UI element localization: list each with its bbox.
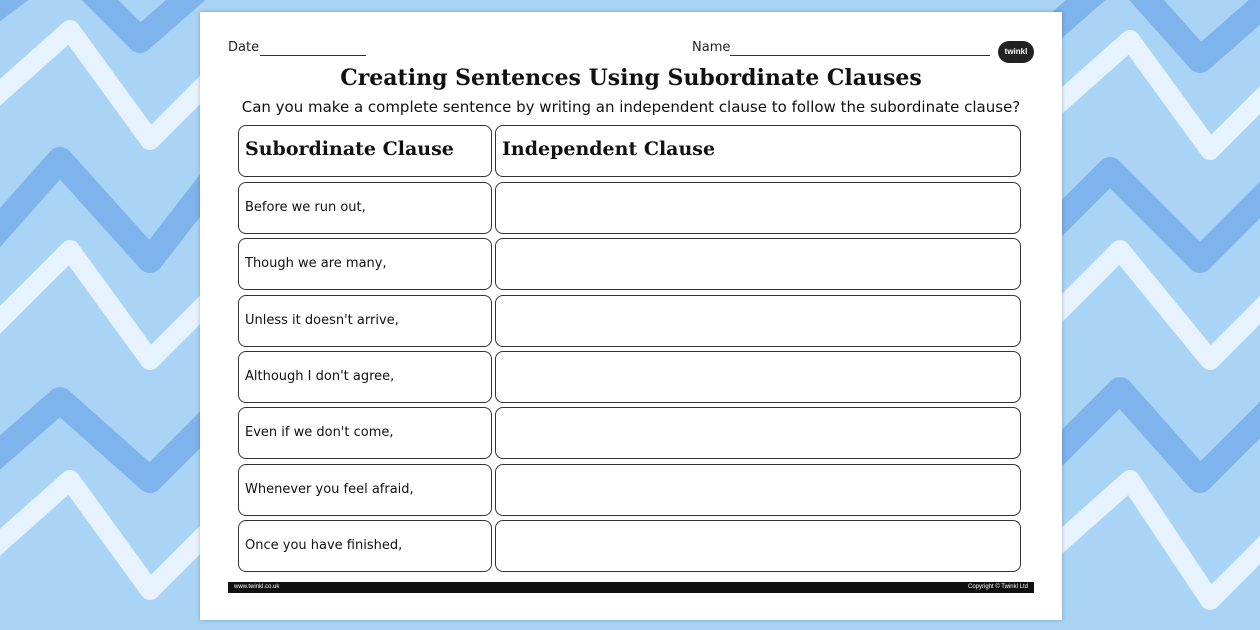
subordinate-clause-cell <box>238 182 492 234</box>
footer-bar <box>228 582 1034 593</box>
subordinate-clause-text: Although I don't agree, <box>245 369 395 384</box>
subordinate-clause-text: Before we run out, <box>245 200 366 215</box>
footer-copyright: Copyright © Twinkl Ltd <box>967 584 1028 590</box>
independent-clause-answer-box[interactable] <box>495 295 1021 347</box>
date-field[interactable] <box>260 55 366 56</box>
subordinate-clause-cell <box>238 295 492 347</box>
independent-clause-answer-box[interactable] <box>495 182 1021 234</box>
header-independent-label: Independent Clause <box>502 138 716 160</box>
date-label: Date <box>228 40 260 55</box>
header-independent-clause <box>495 125 1021 177</box>
independent-clause-answer-box[interactable] <box>495 464 1021 516</box>
header-subordinate-label: Subordinate Clause <box>245 138 454 160</box>
independent-clause-answer-box[interactable] <box>495 407 1021 459</box>
subordinate-clause-text: Whenever you feel afraid, <box>245 482 414 497</box>
subordinate-clause-text: Though we are many, <box>245 256 387 271</box>
independent-clause-answer-box[interactable] <box>495 351 1021 403</box>
worksheet-page <box>200 12 1062 620</box>
name-field[interactable] <box>730 55 990 56</box>
subordinate-clause-text: Once you have finished, <box>245 538 403 553</box>
subordinate-clause-cell <box>238 351 492 403</box>
subordinate-clause-cell <box>238 238 492 290</box>
name-label: Name <box>692 40 731 55</box>
independent-clause-answer-box[interactable] <box>495 238 1021 290</box>
subordinate-clause-cell <box>238 464 492 516</box>
subordinate-clause-text: Even if we don't come, <box>245 425 394 440</box>
independent-clause-answer-box[interactable] <box>495 520 1021 572</box>
header-subordinate-clause <box>238 125 492 177</box>
subordinate-clause-text: Unless it doesn't arrive, <box>245 313 399 328</box>
worksheet-instruction: Can you make a complete sentence by writing an independent clause to follow the subordinate clause? <box>241 98 1021 116</box>
subordinate-clause-cell <box>238 520 492 572</box>
worksheet-title: Creating Sentences Using Subordinate Clauses <box>340 65 922 91</box>
subordinate-clause-cell <box>238 407 492 459</box>
twinkl-logo: twinkl <box>998 41 1034 63</box>
footer-website: www.twinkl.co.uk <box>234 584 280 590</box>
